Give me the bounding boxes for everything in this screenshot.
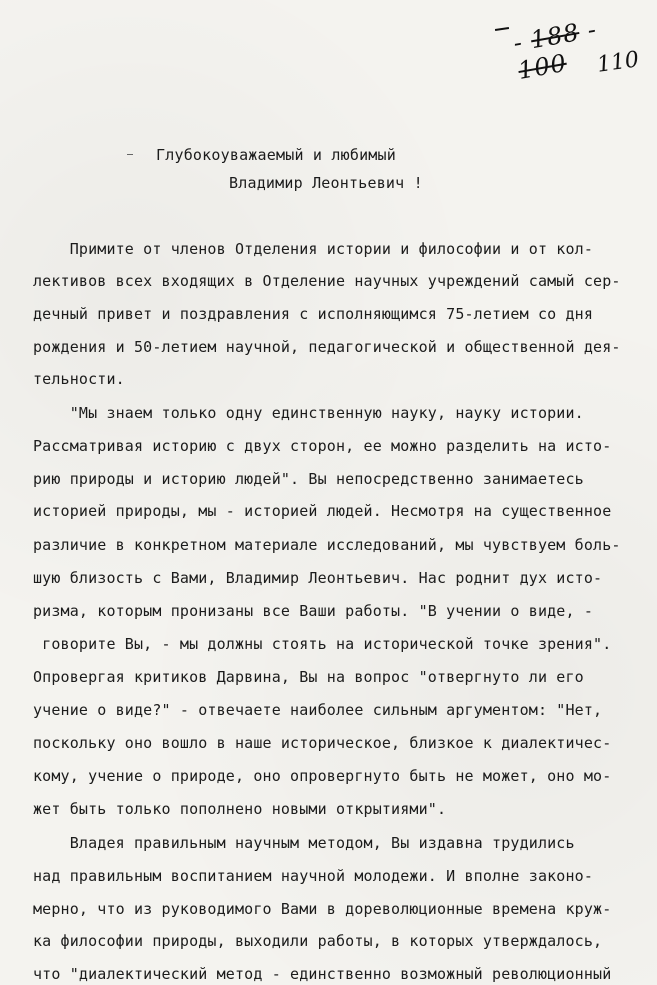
body-line: над правильным воспитанием научной молодежи. И вполне законо- [33, 867, 594, 885]
body-line: лективов всех входящих в Отделение научных учреждений самый сер- [33, 272, 621, 290]
body-line: рождения и 50-летием научной, педагогической и общественной дея- [33, 338, 621, 356]
body-line: шую близость с Вами, Владимир Леонтьевич. Нас роднит дух исто- [33, 569, 603, 587]
body-line: Владея правильным научным методом, Вы издавна трудились [33, 834, 575, 852]
body-line: учение о виде?" - отвечаете наиболее сильным аргументом: "Нет, [33, 701, 603, 719]
body-line: историей природы, мы - историей людей. Несмотря на существенное [33, 502, 612, 520]
salutation-line-1: Глубокоуважаемый и любимый [156, 146, 396, 164]
body-line: Опровергая критиков Дарвина, Вы на вопрос "отвергнуто ли его [33, 668, 584, 686]
body-line: тельности. [33, 370, 125, 388]
body-line: Рассматривая историю с двух сторон, ее можно разделить на исто- [33, 437, 612, 455]
body-line: ка философии природы, выходили работы, в которых утверждалось, [33, 932, 603, 950]
handwritten-dash [495, 27, 509, 31]
current-page-number: 110 [595, 47, 641, 78]
body-line: Примите от членов Отделения истории и философии и от кол- [33, 240, 594, 258]
body-line: различие в конкретном материале исследований, мы чувствуем боль- [33, 536, 621, 554]
body-line: "Мы знаем только одну единственную науку, науку истории. [33, 404, 584, 422]
stray-ink-mark [127, 154, 133, 155]
body-line: ризма, которым пронизаны все Ваши работы. "В учении о виде, - [33, 602, 594, 620]
body-line: рию природы и историю людей". Вы непосредственно занимаетесь [33, 470, 584, 488]
body-line: что "диалектический метод - единственно возможный революционный [33, 965, 612, 983]
crossed-dash-2: - [585, 15, 600, 45]
crossed-page-number-second: 100 [515, 48, 569, 85]
crossed-page-number-first: 188 [528, 18, 582, 55]
body-line: дечный привет и поздравления с исполняющимся 75-летием со дня [33, 305, 594, 323]
body-line: мерно, что из руководимого Вами в дореволюционные времена круж- [33, 900, 612, 918]
page-number-annotation [505, 14, 645, 85]
body-line: кому, учение о природе, оно опровергнуто быть не может, оно мо- [33, 767, 612, 785]
salutation-line-2: Владимир Леонтьевич ! [229, 174, 423, 192]
body-line: поскольку оно вошло в наше историческое, близкое к диалектичес- [33, 734, 612, 752]
body-line: жет быть только пополнено новыми открытиями". [33, 800, 447, 818]
body-line: говорите Вы, - мы должны стоять на исторической точке зрения". [33, 635, 612, 653]
crossed-dash: - [511, 28, 525, 58]
